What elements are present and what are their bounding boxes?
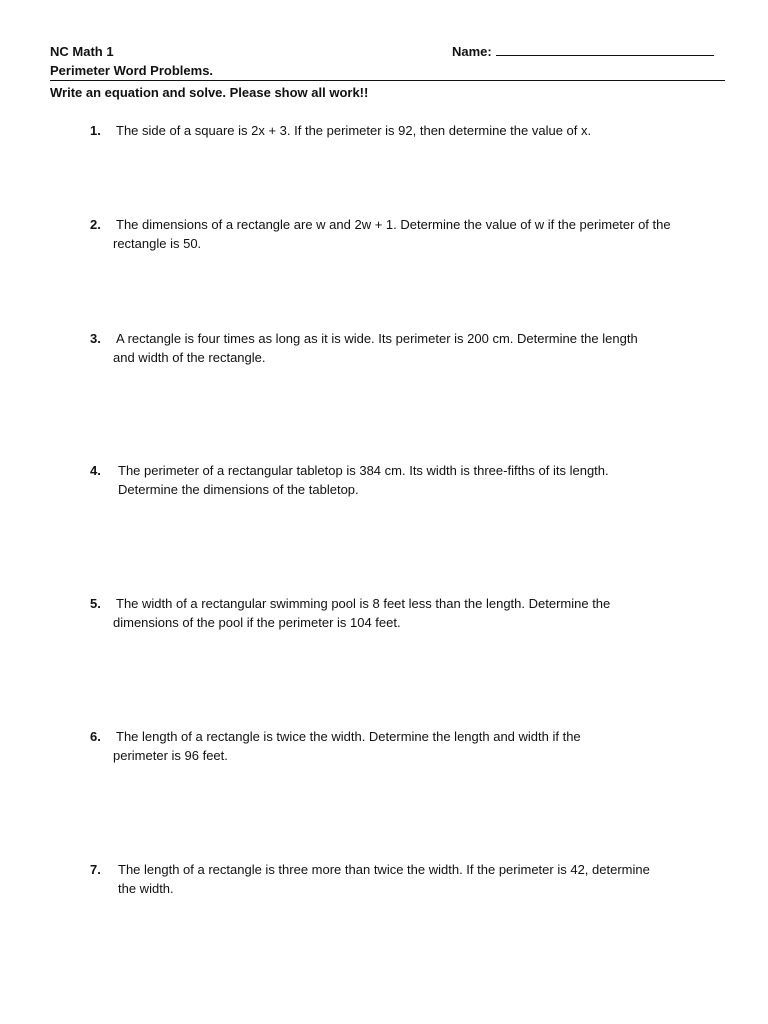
problem-number: 1. [90,123,101,138]
problem-item [90,215,680,253]
name-blank-line[interactable] [496,42,714,56]
problem-item [90,121,690,140]
problem-number: 7. [90,862,101,877]
name-field[interactable] [452,42,714,61]
problem-text: The dimensions of a rectangle are w and 2w + 1. Determine the value of w if the perimeter of the rectangle is 50. [113,217,671,251]
problem-text: The length of a rectangle is three more than twice the width. If the perimeter is 42, determine the width. [118,862,650,896]
problem-text: A rectangle is four times as long as it is wide. Its perimeter is 200 cm. Determine the length and width of the rectangle. [113,331,638,365]
worksheet-header [50,42,213,80]
problem-number: 5. [90,596,101,611]
problem-item [90,461,670,499]
problem-text: The perimeter of a rectangular tabletop is 384 cm. Its width is three-fifths of its length. Determine the dimensions of the tabletop. [118,463,609,497]
course-title: NC Math 1 [50,44,114,59]
problem-number: 3. [90,331,101,346]
name-label: Name: [452,44,492,59]
problem-item [90,860,650,898]
problem-item [90,727,635,765]
header-divider [50,80,725,81]
problem-number: 4. [90,463,101,478]
instructions: Write an equation and solve. Please show all work!! [50,85,369,100]
problem-text: The length of a rectangle is twice the width. Determine the length and width if the perimeter is 96 feet. [113,729,581,763]
problem-text: The width of a rectangular swimming pool is 8 feet less than the length. Determine the dimensions of the pool if the perimeter is 104 feet. [113,596,611,630]
worksheet-topic: Perimeter Word Problems. [50,63,214,78]
problem-item [90,329,650,367]
problem-text: The side of a square is 2x + 3. If the perimeter is 92, then determine the value of x. [116,123,592,138]
problem-item [90,594,665,632]
problem-number: 2. [90,217,101,232]
problem-number: 6. [90,729,101,744]
